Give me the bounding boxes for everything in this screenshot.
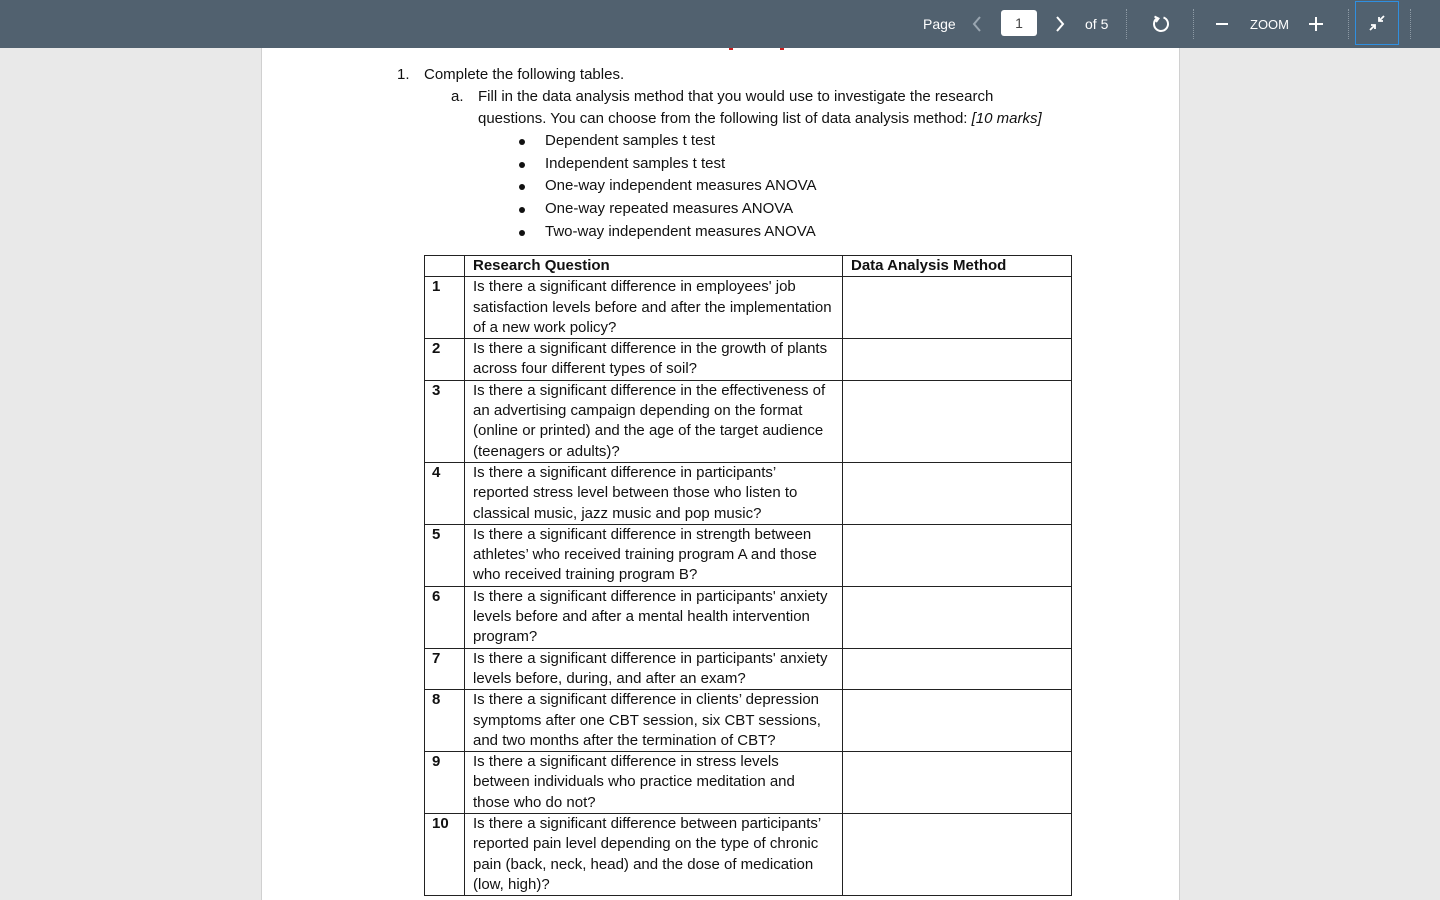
row-number: 2 bbox=[425, 339, 465, 381]
data-analysis-method-cell[interactable] bbox=[843, 339, 1072, 381]
method-option: One-way repeated measures ANOVA bbox=[545, 200, 794, 217]
header-research-question: Research Question bbox=[465, 256, 843, 277]
instruction-text: questions. You can choose from the following list of data analysis method: bbox=[478, 110, 968, 127]
data-analysis-method-cell[interactable] bbox=[843, 752, 1072, 814]
exit-fullscreen-button[interactable] bbox=[1355, 1, 1399, 45]
bullet-icon bbox=[519, 139, 525, 145]
header-number bbox=[425, 256, 465, 277]
zoom-in-button[interactable] bbox=[1305, 0, 1327, 48]
header-data-analysis-method: Data Analysis Method bbox=[843, 256, 1072, 277]
row-number: 6 bbox=[425, 586, 465, 648]
row-number: 4 bbox=[425, 462, 465, 524]
research-question-cell: Is there a significant difference in employees' job satisfaction levels before and after the implementation of a new work policy? bbox=[465, 277, 843, 339]
chevron-left-icon bbox=[971, 15, 983, 33]
data-analysis-method-cell[interactable] bbox=[843, 462, 1072, 524]
data-analysis-method-cell[interactable] bbox=[843, 524, 1072, 586]
annotation-mark bbox=[780, 48, 784, 50]
table-row bbox=[425, 752, 1072, 814]
document-page bbox=[261, 48, 1180, 900]
research-questions-table bbox=[424, 255, 1072, 896]
row-number: 10 bbox=[425, 814, 465, 896]
row-number: 1 bbox=[425, 277, 465, 339]
toolbar-separator bbox=[1348, 9, 1349, 39]
chevron-right-icon bbox=[1054, 15, 1066, 33]
toolbar-separator bbox=[1410, 9, 1411, 39]
table-row bbox=[425, 586, 1072, 648]
table-row bbox=[425, 648, 1072, 690]
table-row bbox=[425, 690, 1072, 752]
bullet-icon bbox=[519, 230, 525, 236]
plus-icon bbox=[1308, 16, 1324, 32]
table-row bbox=[425, 524, 1072, 586]
pdf-toolbar bbox=[0, 0, 1440, 48]
research-question-cell: Is there a significant difference in strength between athletes’ who received training program A and those who received training program B? bbox=[465, 524, 843, 586]
table-row bbox=[425, 814, 1072, 896]
research-question-cell: Is there a significant difference in stress levels between individuals who practice meditation and those who do not? bbox=[465, 752, 843, 814]
research-question-cell: Is there a significant difference between participants’ reported pain level depending on the type of chronic pain (back, neck, head) and the dose of medication (low, high)? bbox=[465, 814, 843, 896]
data-analysis-method-cell[interactable] bbox=[843, 814, 1072, 896]
row-number: 8 bbox=[425, 690, 465, 752]
data-analysis-method-cell[interactable] bbox=[843, 690, 1072, 752]
method-option: Independent samples t test bbox=[545, 155, 726, 172]
data-analysis-method-cell[interactable] bbox=[843, 380, 1072, 462]
minus-icon bbox=[1214, 16, 1230, 32]
research-question-cell: Is there a significant difference in clients’ depression symptoms after one CBT session, six CBT sessions, and two months after the termination of CBT? bbox=[465, 690, 843, 752]
method-option: Two-way independent measures ANOVA bbox=[545, 223, 816, 240]
toolbar-separator bbox=[1193, 9, 1194, 39]
data-analysis-method-cell[interactable] bbox=[843, 648, 1072, 690]
annotation-mark bbox=[729, 48, 733, 50]
table-row bbox=[425, 339, 1072, 381]
question-text: Complete the following tables. bbox=[424, 66, 625, 83]
research-question-cell: Is there a significant difference in the effectiveness of an advertising campaign depending on the format (online or printed) and the age of the target audience (teenagers or adults)? bbox=[465, 380, 843, 462]
prev-page-button[interactable] bbox=[966, 0, 988, 48]
marks-label: [10 marks] bbox=[971, 110, 1042, 127]
page-number-input[interactable] bbox=[1001, 10, 1037, 36]
method-option: Dependent samples t test bbox=[545, 132, 716, 149]
row-number: 9 bbox=[425, 752, 465, 814]
research-question-cell: Is there a significant difference in participants' anxiety levels before, during, and after an exam? bbox=[465, 648, 843, 690]
bullet-icon bbox=[519, 162, 525, 168]
research-question-cell: Is there a significant difference in participants’ reported stress level between those who listen to classical music, jazz music and pop music? bbox=[465, 462, 843, 524]
zoom-out-button[interactable] bbox=[1211, 0, 1233, 48]
table-row bbox=[425, 277, 1072, 339]
page-total: of 5 bbox=[1085, 16, 1109, 32]
research-question-cell: Is there a significant difference in the growth of plants across four different types of soil? bbox=[465, 339, 843, 381]
page-label: Page bbox=[923, 16, 956, 32]
row-number: 3 bbox=[425, 380, 465, 462]
research-question-cell: Is there a significant difference in participants' anxiety levels before and after a mental health intervention program? bbox=[465, 586, 843, 648]
table-row bbox=[425, 380, 1072, 462]
data-analysis-method-cell[interactable] bbox=[843, 277, 1072, 339]
toolbar-separator bbox=[1126, 9, 1127, 39]
exit-fullscreen-icon bbox=[1368, 14, 1386, 32]
instruction-line-1: Fill in the data analysis method that you would use to investigate the research bbox=[478, 88, 994, 105]
row-number: 7 bbox=[425, 648, 465, 690]
question-number: 1. bbox=[397, 66, 410, 83]
bullet-icon bbox=[519, 207, 525, 213]
table-row bbox=[425, 462, 1072, 524]
instruction-line-2 bbox=[478, 110, 1042, 127]
bullet-icon bbox=[519, 184, 525, 190]
zoom-label: ZOOM bbox=[1250, 16, 1289, 32]
subpart-letter: a. bbox=[451, 88, 464, 105]
row-number: 5 bbox=[425, 524, 465, 586]
rotate-icon bbox=[1151, 14, 1171, 34]
table-header-row bbox=[425, 256, 1072, 277]
method-option: One-way independent measures ANOVA bbox=[545, 177, 817, 194]
next-page-button[interactable] bbox=[1049, 0, 1071, 48]
data-analysis-method-cell[interactable] bbox=[843, 586, 1072, 648]
rotate-button[interactable] bbox=[1148, 0, 1174, 48]
